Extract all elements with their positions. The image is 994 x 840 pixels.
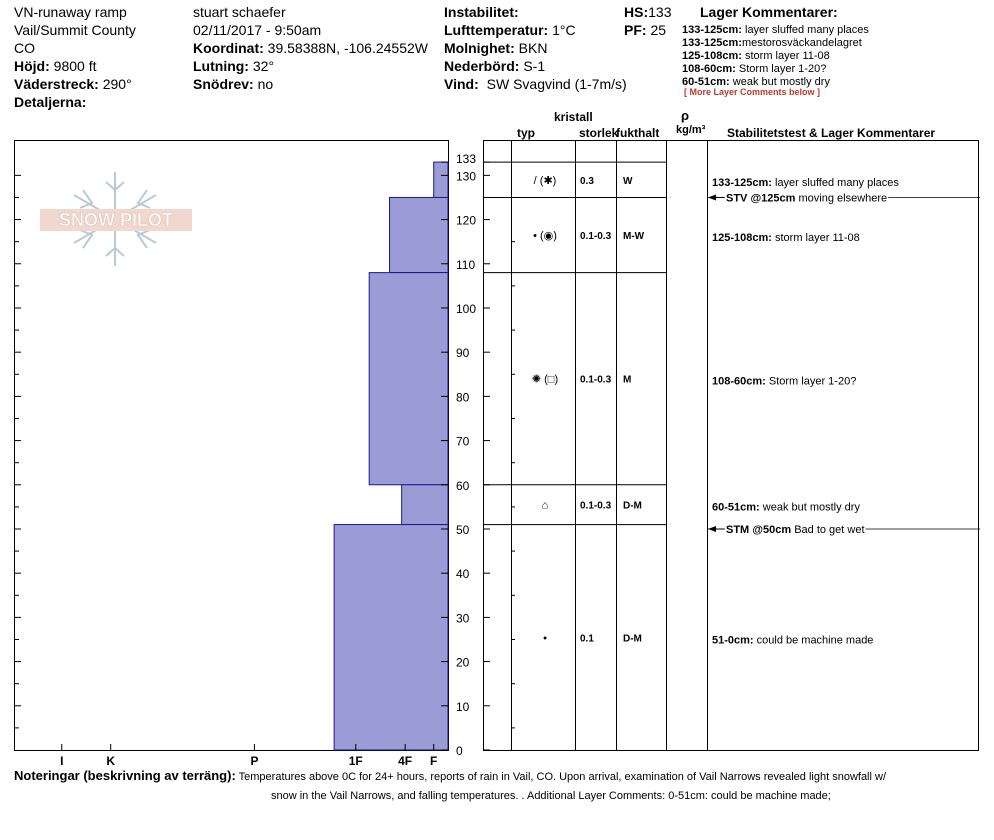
notes-label: Noteringar (beskrivning av terräng): bbox=[14, 768, 236, 783]
location-state: CO bbox=[14, 40, 35, 56]
hardness-label-K: K bbox=[106, 754, 116, 768]
arrow-left-icon bbox=[708, 526, 716, 532]
elevation-label: Höjd: bbox=[14, 58, 50, 74]
layer-comment-text: 51-0cm: could be machine made bbox=[712, 634, 874, 647]
hs-value: 133 bbox=[648, 4, 672, 20]
col-stability: Stabilitetstest & Lager Kommentarer bbox=[727, 126, 936, 140]
notes-section bbox=[14, 766, 989, 806]
arrow-left-icon bbox=[708, 194, 716, 200]
wetness: W bbox=[623, 175, 633, 187]
grain-form: / (✱) bbox=[533, 174, 557, 187]
y-tick-label: 30 bbox=[456, 611, 470, 626]
coordinates-value: 39.58388N, -106.24552W bbox=[267, 40, 428, 56]
pf-value: 25 bbox=[650, 22, 667, 38]
wind-value: SW Svagvind (1-7m/s) bbox=[486, 76, 627, 92]
airtemp-value: 1°C bbox=[552, 22, 576, 38]
wind-label: Vind: bbox=[444, 76, 479, 92]
hardness-label-1F: 1F bbox=[348, 754, 363, 768]
hardness-label-P: P bbox=[250, 754, 259, 768]
y-tick-label: 60 bbox=[456, 478, 470, 493]
hardness-bar-layer-1 bbox=[434, 162, 448, 197]
layer-comment-text: 60-51cm: weak but mostly dry bbox=[712, 501, 860, 514]
precip-label: Nederbörd: bbox=[444, 58, 520, 74]
y-tick-label: 20 bbox=[456, 655, 470, 670]
grain-size: 0.1 bbox=[580, 633, 594, 645]
y-tick-label: 80 bbox=[456, 390, 470, 405]
col-typ: typ bbox=[517, 126, 535, 140]
hardness-label-F: F bbox=[430, 754, 438, 768]
notes-line-2: snow in the Vail Narrows, and falling temperatures. . Additional Layer Comments: 0-51cm: could be machine made; bbox=[271, 790, 831, 802]
hardness-bar-layer-4 bbox=[402, 485, 448, 525]
coordinates-label: Koordinat: bbox=[193, 40, 264, 56]
sky-value: BKN bbox=[518, 40, 548, 56]
observer-name: stuart schaefer bbox=[193, 4, 286, 20]
observation-datetime: 02/11/2017 - 9:50am bbox=[193, 22, 322, 38]
wetness: M bbox=[623, 374, 632, 386]
col-fukthalt: fukthalt bbox=[616, 126, 660, 140]
y-tick-label: 0 bbox=[456, 744, 463, 758]
grain-form: ✺ (□) bbox=[531, 373, 559, 386]
hardness-bar-layer-2 bbox=[390, 197, 448, 272]
grain-size: 0.1-0.3 bbox=[580, 231, 612, 243]
notes-line-1: Temperatures above 0C for 24+ hours, reports of rain in Vail, CO. Upon arrival, examination of Vail Narrows revealed light snowfall w/ bbox=[238, 771, 887, 783]
layer-comment: 108-60cm: Storm layer 1-20? bbox=[682, 63, 827, 75]
drift-label: Snödrev: bbox=[193, 76, 254, 92]
layer-comment: 125-108cm: storm layer 11-08 bbox=[682, 50, 830, 62]
wetness: D-M bbox=[623, 500, 642, 512]
wetness: M-W bbox=[623, 231, 645, 243]
hardness-label-4F: 4F bbox=[398, 754, 413, 768]
grain-form: • bbox=[543, 632, 547, 645]
layer-comments-title: Lager Kommentarer: bbox=[700, 4, 838, 20]
y-tick-label: 90 bbox=[456, 346, 470, 361]
grain-form: • (◉) bbox=[533, 230, 557, 243]
y-tick-label: 120 bbox=[456, 213, 477, 228]
col-storlek: storlek bbox=[579, 126, 619, 140]
y-tick-label: 100 bbox=[456, 301, 477, 316]
elevation-value: 9800 ft bbox=[53, 58, 97, 74]
grain-size: 0.1-0.3 bbox=[580, 500, 612, 512]
grain-size: 0.3 bbox=[580, 175, 594, 187]
grain-size: 0.1-0.3 bbox=[580, 374, 612, 386]
y-tick-label: 70 bbox=[456, 434, 470, 449]
hardness-bar-layer-5 bbox=[334, 525, 448, 750]
location-area: Vail/Summit County bbox=[14, 22, 136, 38]
sky-label: Molnighet: bbox=[444, 40, 515, 56]
airtemp-label: Lufttemperatur: bbox=[444, 22, 549, 38]
grain-form: ⌂ bbox=[541, 499, 549, 512]
layer-comment-text: 125-108cm: storm layer 11-08 bbox=[712, 232, 860, 245]
hardness-label-I: I bbox=[60, 754, 64, 768]
more-comments-link[interactable]: [ More Layer Comments below ] bbox=[684, 87, 821, 97]
y-tick-label: 10 bbox=[456, 699, 470, 714]
hardness-bar-layer-3 bbox=[369, 273, 448, 485]
precip-value: S-1 bbox=[523, 58, 546, 74]
logo-text: SNOW PILOT bbox=[59, 210, 173, 230]
col-density-unit: kg/m³ bbox=[676, 124, 706, 136]
aspect-value: 290° bbox=[102, 76, 132, 92]
location-name: VN-runaway ramp bbox=[14, 4, 127, 20]
layer-comment: 60-51cm: weak but mostly dry bbox=[682, 76, 830, 88]
drift-value: no bbox=[257, 76, 274, 92]
wetness: D-M bbox=[623, 633, 642, 645]
layer-comment-text: 108-60cm: Storm layer 1-20? bbox=[712, 375, 857, 388]
slope-value: 32° bbox=[252, 58, 275, 74]
snowpilot-logo bbox=[40, 172, 192, 266]
layer-comment-text: 133-125cm: layer sluffed many places bbox=[712, 176, 899, 189]
aspect-label: Väderstreck: bbox=[14, 76, 99, 92]
instability-label: Instabilitet: bbox=[444, 4, 519, 20]
y-tick-label: 133 bbox=[456, 152, 477, 167]
details-label: Detaljerna: bbox=[14, 94, 87, 110]
layer-comment: 133-125cm: layer sluffed many places bbox=[682, 24, 869, 36]
col-kristall: kristall bbox=[554, 110, 593, 124]
y-tick-label: 50 bbox=[456, 522, 470, 537]
y-tick-label: 130 bbox=[456, 169, 477, 184]
layer-comment: 133-125cm:mestorosväckandelagret bbox=[682, 37, 862, 49]
stability-test: STV @125cm moving elsewhere bbox=[726, 192, 888, 205]
hs-label: HS: bbox=[624, 4, 649, 20]
stability-test: STM @50cm Bad to get wet bbox=[726, 523, 865, 536]
y-tick-label: 40 bbox=[456, 567, 470, 582]
pf-label: PF: bbox=[624, 22, 647, 38]
y-tick-label: 110 bbox=[456, 257, 476, 272]
slope-label: Lutning: bbox=[193, 58, 249, 74]
col-rho: ρ bbox=[681, 108, 690, 123]
